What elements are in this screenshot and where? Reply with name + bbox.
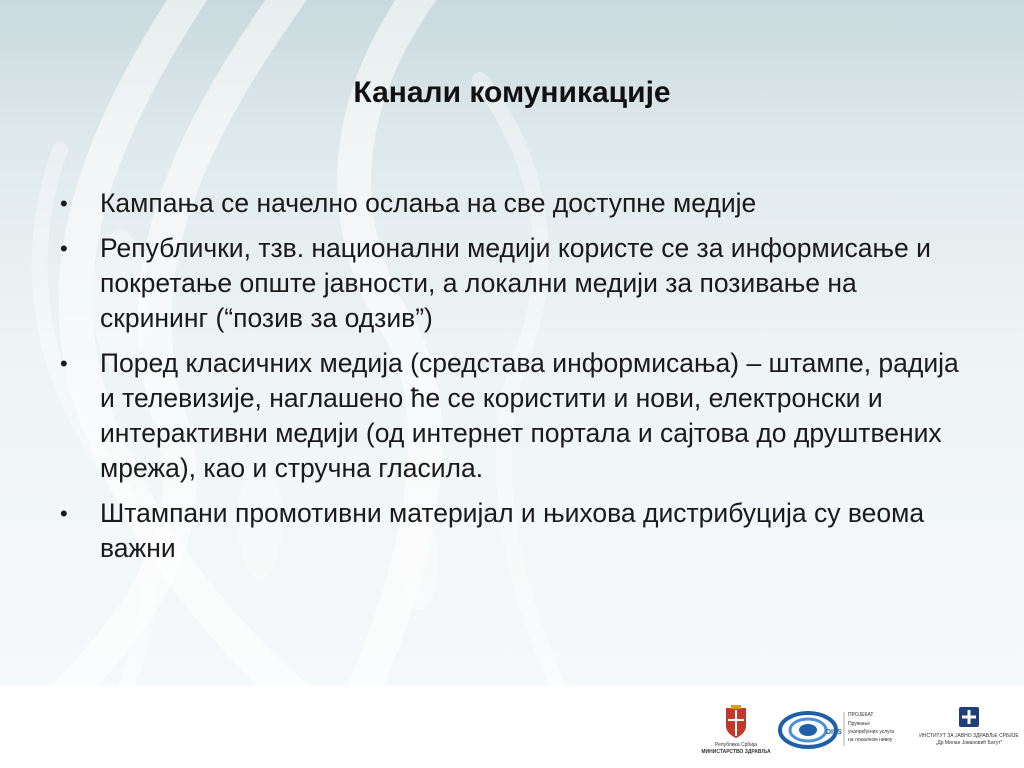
bullet-icon: • — [60, 236, 68, 261]
slide-title: Канали комуникације — [353, 76, 671, 109]
bullet-item — [58, 346, 970, 486]
bullet-text: Штампани промотивни материјал и њихова дистрибуција су веома важни — [100, 498, 925, 563]
ministry-of-health-logo — [700, 704, 772, 756]
bullet-text: Поред класичних медија (средстава информисања) – штампе, радија и телевизије, наглашено ће се користити и нови, електронски и интерактивни медији (од интернет портала и сајтова до друштвених мрежа), као и стручна гласила. — [100, 348, 959, 483]
bullet-icon: • — [60, 501, 68, 526]
dils-project-logo — [778, 706, 928, 752]
bullet-icon: • — [60, 191, 68, 216]
institute-line2: „Др Милан Јовановић Батут“ — [935, 740, 1003, 746]
institute-emblem-icon — [959, 707, 979, 727]
institute-public-health-logo — [919, 703, 1019, 755]
bullet-item — [58, 186, 970, 221]
dils-line3: унапређених услуга — [848, 729, 895, 735]
dils-mark: DILS — [826, 729, 842, 736]
bullet-item — [58, 231, 970, 336]
serbia-coat-of-arms-icon — [726, 705, 746, 738]
dils-line1: ПРОЈЕКАТ — [848, 712, 874, 718]
dils-line4: на локалном нивоу — [848, 737, 893, 743]
dils-line2: Пружање — [848, 721, 870, 727]
bullet-text: Кампања се начелно ослања на све доступне медије — [100, 188, 757, 218]
bullet-icon: • — [60, 351, 68, 376]
bullet-item — [58, 496, 970, 566]
ministry-line2: МИНИСТАРСТВО ЗДРАВЉА — [701, 749, 771, 755]
bullet-text: Републички, тзв. национални медији користе се за информисање и покретање опште јавности, а локални медији за позивање на скрининг (“позив за одзив”) — [100, 233, 931, 333]
bullet-list-container — [58, 186, 970, 576]
bullet-list — [58, 186, 970, 566]
institute-line1: ИНСТИТУТ ЗА ЈАВНО ЗДРАВЉЕ СРБИЈЕ — [919, 733, 1019, 739]
ministry-line1: Република Србија — [715, 742, 757, 748]
